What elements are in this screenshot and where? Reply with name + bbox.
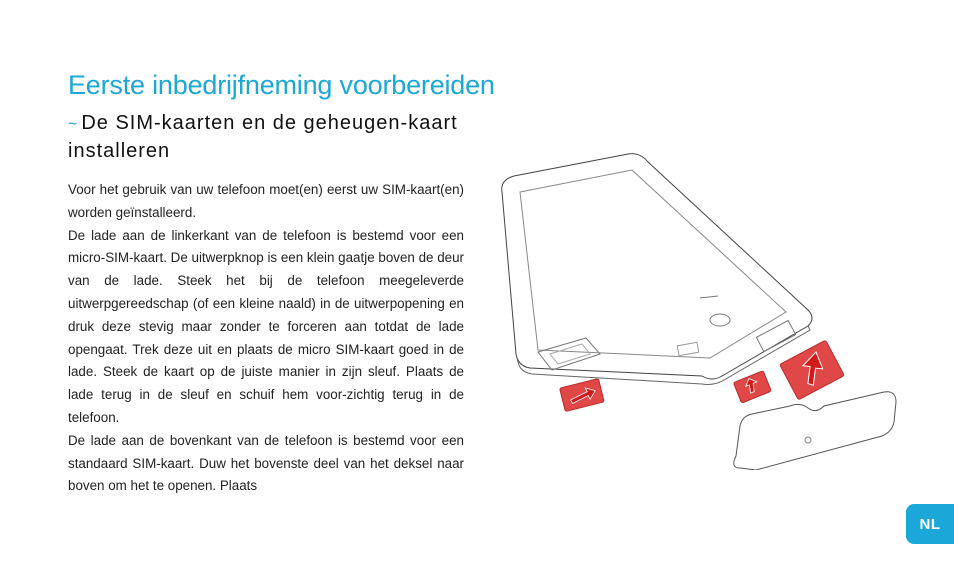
heading-text: De SIM-kaarten en de geheugen-kaart installeren <box>68 112 458 162</box>
home-button <box>710 314 730 326</box>
language-badge: NL <box>906 504 954 544</box>
body-text <box>68 179 464 498</box>
heading-tilde: ~ <box>68 116 78 133</box>
paragraph-1: Voor het gebruik van uw telefoon moet(en) eerst uw SIM-kaart(en) worden geïnstalleerd. <box>68 182 464 220</box>
phone-body <box>502 154 812 379</box>
standard-sim-card <box>780 340 845 400</box>
phone-sim-illustration <box>490 140 910 470</box>
micro-sim-card <box>560 379 605 412</box>
slot-cover <box>734 392 896 470</box>
phone-screen <box>520 170 786 358</box>
micro-sim-tray <box>538 338 600 370</box>
paragraph-2: De lade aan de linkerkant van de telefoon is bestemd voor een micro-SIM-kaart. De uitwerpknop is een klein gaatje boven de deur van de lade. Steek het bij de telefoon meegeleverde uitwerpgereedschap (of een kleine naald) in de uitwerpopening en druk deze stevig maar zonder te forceren aan totdat de lade opengaat. Trek deze uit en plaats de micro SIM-kaart goed in de lade. Steek de kaart op de juiste manier in zijn sleuf. Plaats de lade terug in de sleuf en schuif hem voor-zichtig terug in de telefoon. <box>68 227 464 425</box>
small-sim-card <box>733 371 771 403</box>
paragraph-3: De lade aan de bovenkant van de telefoon is bestemd voor een standaard SIM-kaart. Duw het bovenste deel van het deksel naar boven om het te openen. Plaats <box>68 432 464 494</box>
section-heading <box>68 110 468 164</box>
sim-slot <box>756 320 795 351</box>
page-title: Eerste inbedrijfneming voorbereiden <box>68 70 495 101</box>
phone-edge <box>516 326 810 385</box>
